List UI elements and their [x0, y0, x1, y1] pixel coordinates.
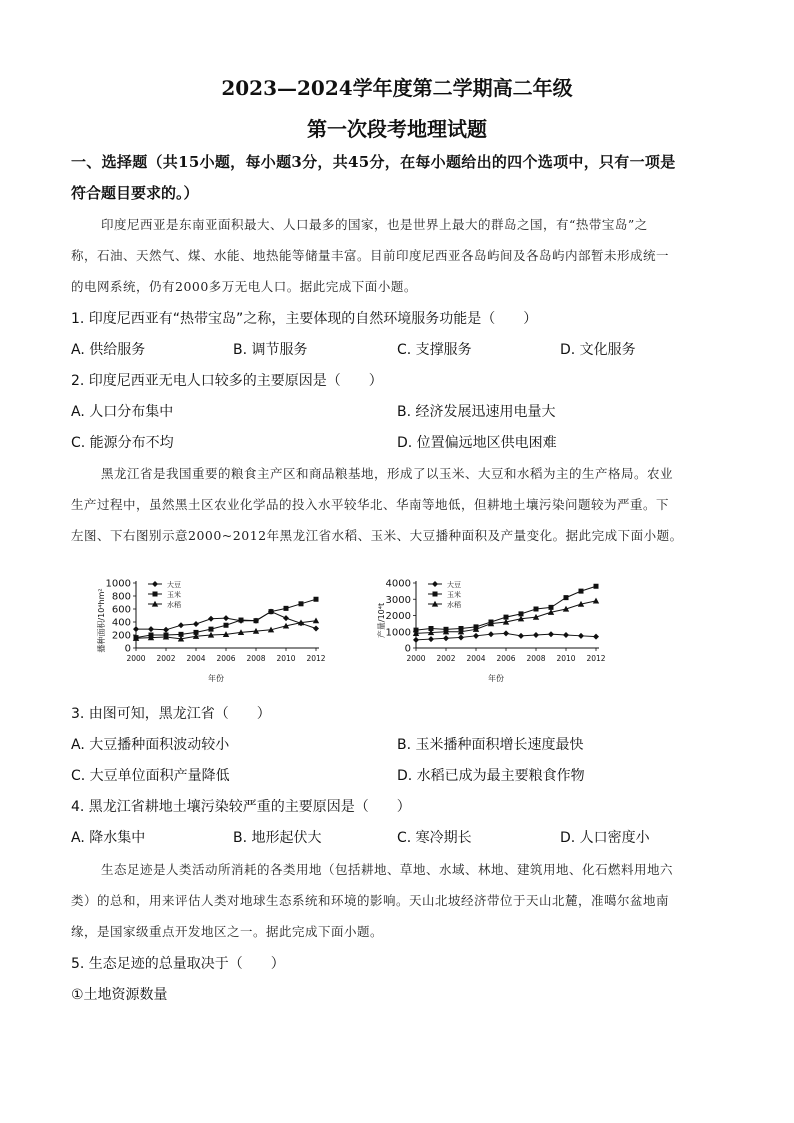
- option-c[interactable]: C. 能源分布不均: [71, 435, 174, 451]
- legend-label: 玉米: [167, 591, 181, 599]
- data-point-diamond: [563, 632, 569, 638]
- x-tick-label: 2012: [586, 654, 606, 663]
- series-diamond: [413, 580, 599, 643]
- option-b[interactable]: B. 地形起伏大: [233, 830, 322, 846]
- data-point-square: [314, 597, 319, 602]
- section-heading-line-1: 一、选择题（共15小题，每小题3分，共45分，在每小题给出的四个选项中，只有一项是: [71, 153, 676, 171]
- question-stem: 4. 黑龙江省耕地土壤污染较严重的主要原因是（ ）: [71, 799, 411, 815]
- data-point-square: [224, 623, 229, 628]
- data-point-diamond: [313, 626, 319, 632]
- data-point-square: [254, 618, 259, 623]
- option-a[interactable]: A. 降水集中: [71, 830, 146, 846]
- x-tick-label: 2002: [436, 654, 456, 663]
- passage-line: 生态足迹是人类活动所消耗的各类用地（包括耕地、草地、水域、林地、建筑用地、化石燃料用地六: [101, 862, 674, 877]
- passage-line: 左图、下右图别示意2000~2012年黑龙江省水稻、玉米、大豆播种面积及产量变化。据此完成下面小题。: [71, 528, 683, 543]
- y-axis-label: 播种面积/10⁴hm²: [97, 588, 106, 653]
- statement-item-1: ①土地资源数量: [71, 987, 168, 1003]
- x-tick-label: 2000: [126, 654, 146, 663]
- data-point-diamond: [413, 637, 419, 643]
- x-tick-label: 2010: [556, 654, 576, 663]
- data-point-diamond: [283, 615, 289, 621]
- data-point-diamond: [548, 631, 554, 637]
- data-point-square: [269, 609, 274, 614]
- y-tick-label: 0: [124, 643, 131, 655]
- x-tick-label: 2006: [216, 654, 236, 663]
- x-tick-label: 2010: [276, 654, 296, 663]
- data-point-triangle: [313, 618, 319, 624]
- option-d[interactable]: D. 位置偏远地区供电困难: [397, 435, 557, 451]
- data-point-diamond: [578, 633, 584, 639]
- y-tick-label: 3000: [385, 594, 411, 606]
- option-c[interactable]: C. 寒冷期长: [397, 830, 472, 846]
- data-point-square: [209, 627, 214, 632]
- data-point-diamond: [163, 627, 169, 633]
- page-title-line-2: 第一次段考地理试题: [307, 117, 487, 141]
- x-tick-label: 2006: [496, 654, 516, 663]
- option-b[interactable]: B. 调节服务: [233, 342, 308, 358]
- chart-sown-area: [86, 570, 336, 690]
- passage-line: 类）的总和，用来评估人类对地球生态系统和环境的影响。天山北坡经济带位于天山北麓，准噶尔盆地南: [71, 893, 670, 908]
- passage-line: 印度尼西亚是东南亚面积最大、人口最多的国家，也是世界上最大的群岛之国，有“热带宝岛”之: [101, 217, 648, 232]
- section-heading-line-2: 符合题目要求的。）: [71, 184, 199, 202]
- data-point-square: [239, 618, 244, 623]
- question-stem: 3. 由图可知，黑龙江省（ ）: [71, 706, 271, 722]
- data-point-square: [299, 601, 304, 606]
- passage-line: 缘，是国家级重点开发地区之一。据此完成下面小题。: [71, 924, 384, 939]
- y-tick-label: 1000: [105, 578, 131, 590]
- option-b[interactable]: B. 经济发展迅速用电量大: [397, 404, 556, 420]
- option-c[interactable]: C. 大豆单位面积产量降低: [71, 768, 230, 784]
- data-point-diamond: [208, 616, 214, 622]
- option-d[interactable]: D. 文化服务: [560, 342, 636, 358]
- x-tick-label: 2012: [306, 654, 326, 663]
- data-point-diamond: [428, 636, 434, 642]
- x-tick-label: 2004: [466, 654, 486, 663]
- x-tick-label: 2008: [246, 654, 266, 663]
- legend-label: 水稻: [447, 601, 461, 609]
- y-tick-label: 800: [111, 591, 131, 603]
- data-point-square: [534, 607, 539, 612]
- data-point-diamond: [488, 631, 494, 637]
- data-point-diamond: [533, 632, 539, 638]
- data-point-diamond: [518, 633, 524, 639]
- data-point-diamond: [432, 581, 438, 587]
- option-b[interactable]: B. 玉米播种面积增长速度最快: [397, 737, 584, 753]
- passage-line: 称，石油、天然气、煤、水能、地热能等储量丰富。目前印度尼西亚各岛屿间及各岛屿内部暂未形成统一: [71, 248, 670, 263]
- page-title-line-1: 2023—2024学年度第二学期高二年级: [221, 76, 573, 100]
- passage-line: 生产过程中，虽然黑土区农业化学品的投入水平较华北、华南等地低，但耕地土壤污染问题较为严重。下: [71, 497, 670, 512]
- option-d[interactable]: D. 人口密度小: [560, 830, 650, 846]
- legend-label: 玉米: [447, 591, 461, 599]
- series-square: [414, 584, 599, 633]
- x-axis-label: 年份: [488, 674, 504, 683]
- data-point-square: [594, 584, 599, 589]
- data-point-diamond: [593, 634, 599, 640]
- y-tick-label: 200: [111, 630, 131, 642]
- legend-label: 大豆: [167, 581, 181, 589]
- option-a[interactable]: A. 大豆播种面积波动较小: [71, 737, 230, 753]
- data-point-diamond: [458, 634, 464, 640]
- option-d[interactable]: D. 水稻已成为最主要粮食作物: [397, 768, 585, 784]
- question-stem: 2. 印度尼西亚无电人口较多的主要原因是（ ）: [71, 373, 383, 389]
- x-tick-label: 2008: [526, 654, 546, 663]
- passage-line: 的电网系统，仍有2000多万无电人口。据此完成下面小题。: [71, 279, 417, 294]
- data-point-square: [564, 595, 569, 600]
- data-point-square: [284, 606, 289, 611]
- data-point-diamond: [223, 615, 229, 621]
- y-tick-label: 1000: [385, 627, 411, 639]
- x-tick-label: 2004: [186, 654, 206, 663]
- data-point-triangle: [593, 598, 599, 604]
- y-tick-label: 0: [404, 643, 411, 655]
- data-point-diamond: [133, 626, 139, 632]
- data-point-square: [153, 592, 158, 597]
- legend-label: 大豆: [447, 581, 461, 589]
- x-axis-label: 年份: [208, 674, 224, 683]
- y-tick-label: 4000: [385, 578, 411, 590]
- chart-yield: [366, 570, 616, 690]
- x-tick-label: 2002: [156, 654, 176, 663]
- data-point-diamond: [503, 630, 509, 636]
- option-c[interactable]: C. 支撑服务: [397, 342, 472, 358]
- data-point-diamond: [443, 635, 449, 641]
- data-point-diamond: [178, 622, 184, 628]
- option-a[interactable]: A. 供给服务: [71, 342, 146, 358]
- option-a[interactable]: A. 人口分布集中: [71, 404, 174, 420]
- data-point-diamond: [473, 633, 479, 639]
- y-tick-label: 600: [111, 604, 131, 616]
- y-tick-label: 2000: [385, 611, 411, 622]
- question-stem: 1. 印度尼西亚有“热带宝岛”之称，主要体现的自然环境服务功能是（ ）: [71, 311, 538, 327]
- y-tick-label: 400: [111, 617, 131, 629]
- x-tick-label: 2000: [406, 654, 426, 663]
- y-axis-label: 产量/10⁴t: [377, 602, 386, 639]
- question-stem: 5. 生态足迹的总量取决于（ ）: [71, 956, 285, 972]
- passage-line: 黑龙江省是我国重要的粮食主产区和商品粮基地，形成了以玉米、大豆和水稻为主的生产格局。农业: [101, 466, 674, 481]
- data-point-diamond: [148, 626, 154, 632]
- data-point-diamond: [152, 581, 158, 587]
- data-point-square: [433, 592, 438, 597]
- data-point-diamond: [193, 621, 199, 627]
- legend-label: 水稻: [167, 601, 181, 609]
- data-point-square: [579, 589, 584, 594]
